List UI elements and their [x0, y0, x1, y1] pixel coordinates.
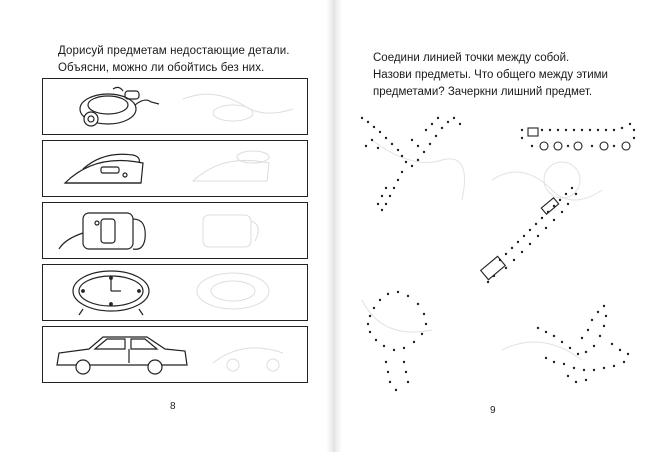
- airplane-dot-puzzle-icon: [361, 117, 461, 211]
- exercise-box-car: [42, 326, 308, 383]
- right-page-number: 9: [490, 405, 496, 416]
- right-page-instruction: Соедини линией точки между собой. Назови предметы. Что общего между этими предметами? Зачеркни лишний предмет.: [373, 52, 608, 98]
- exercise-box-iron: [42, 140, 308, 197]
- train-dot-puzzle-icon: [521, 123, 635, 150]
- book-gutter: [326, 0, 342, 452]
- dot-puzzles-area: [342, 100, 642, 400]
- balloon-dot-puzzle-icon: [367, 291, 427, 391]
- iron-icon: [43, 141, 307, 195]
- vacuum-cleaner-icon: [43, 79, 307, 133]
- rocket-dot-puzzle-icon: [481, 187, 577, 283]
- exercise-box-vacuum: [42, 78, 308, 135]
- left-page-number: 8: [170, 401, 176, 412]
- exercise-boxes: [42, 78, 308, 388]
- left-page-instruction: Дорисуй предметам недостающие детали. Объясни, можно ли обойтись без них.: [58, 45, 290, 74]
- car-icon: [43, 327, 307, 381]
- exercise-box-clock: [42, 264, 308, 321]
- alarm-clock-icon: [43, 265, 307, 319]
- telephone-icon: [43, 203, 307, 257]
- exercise-box-telephone: [42, 202, 308, 259]
